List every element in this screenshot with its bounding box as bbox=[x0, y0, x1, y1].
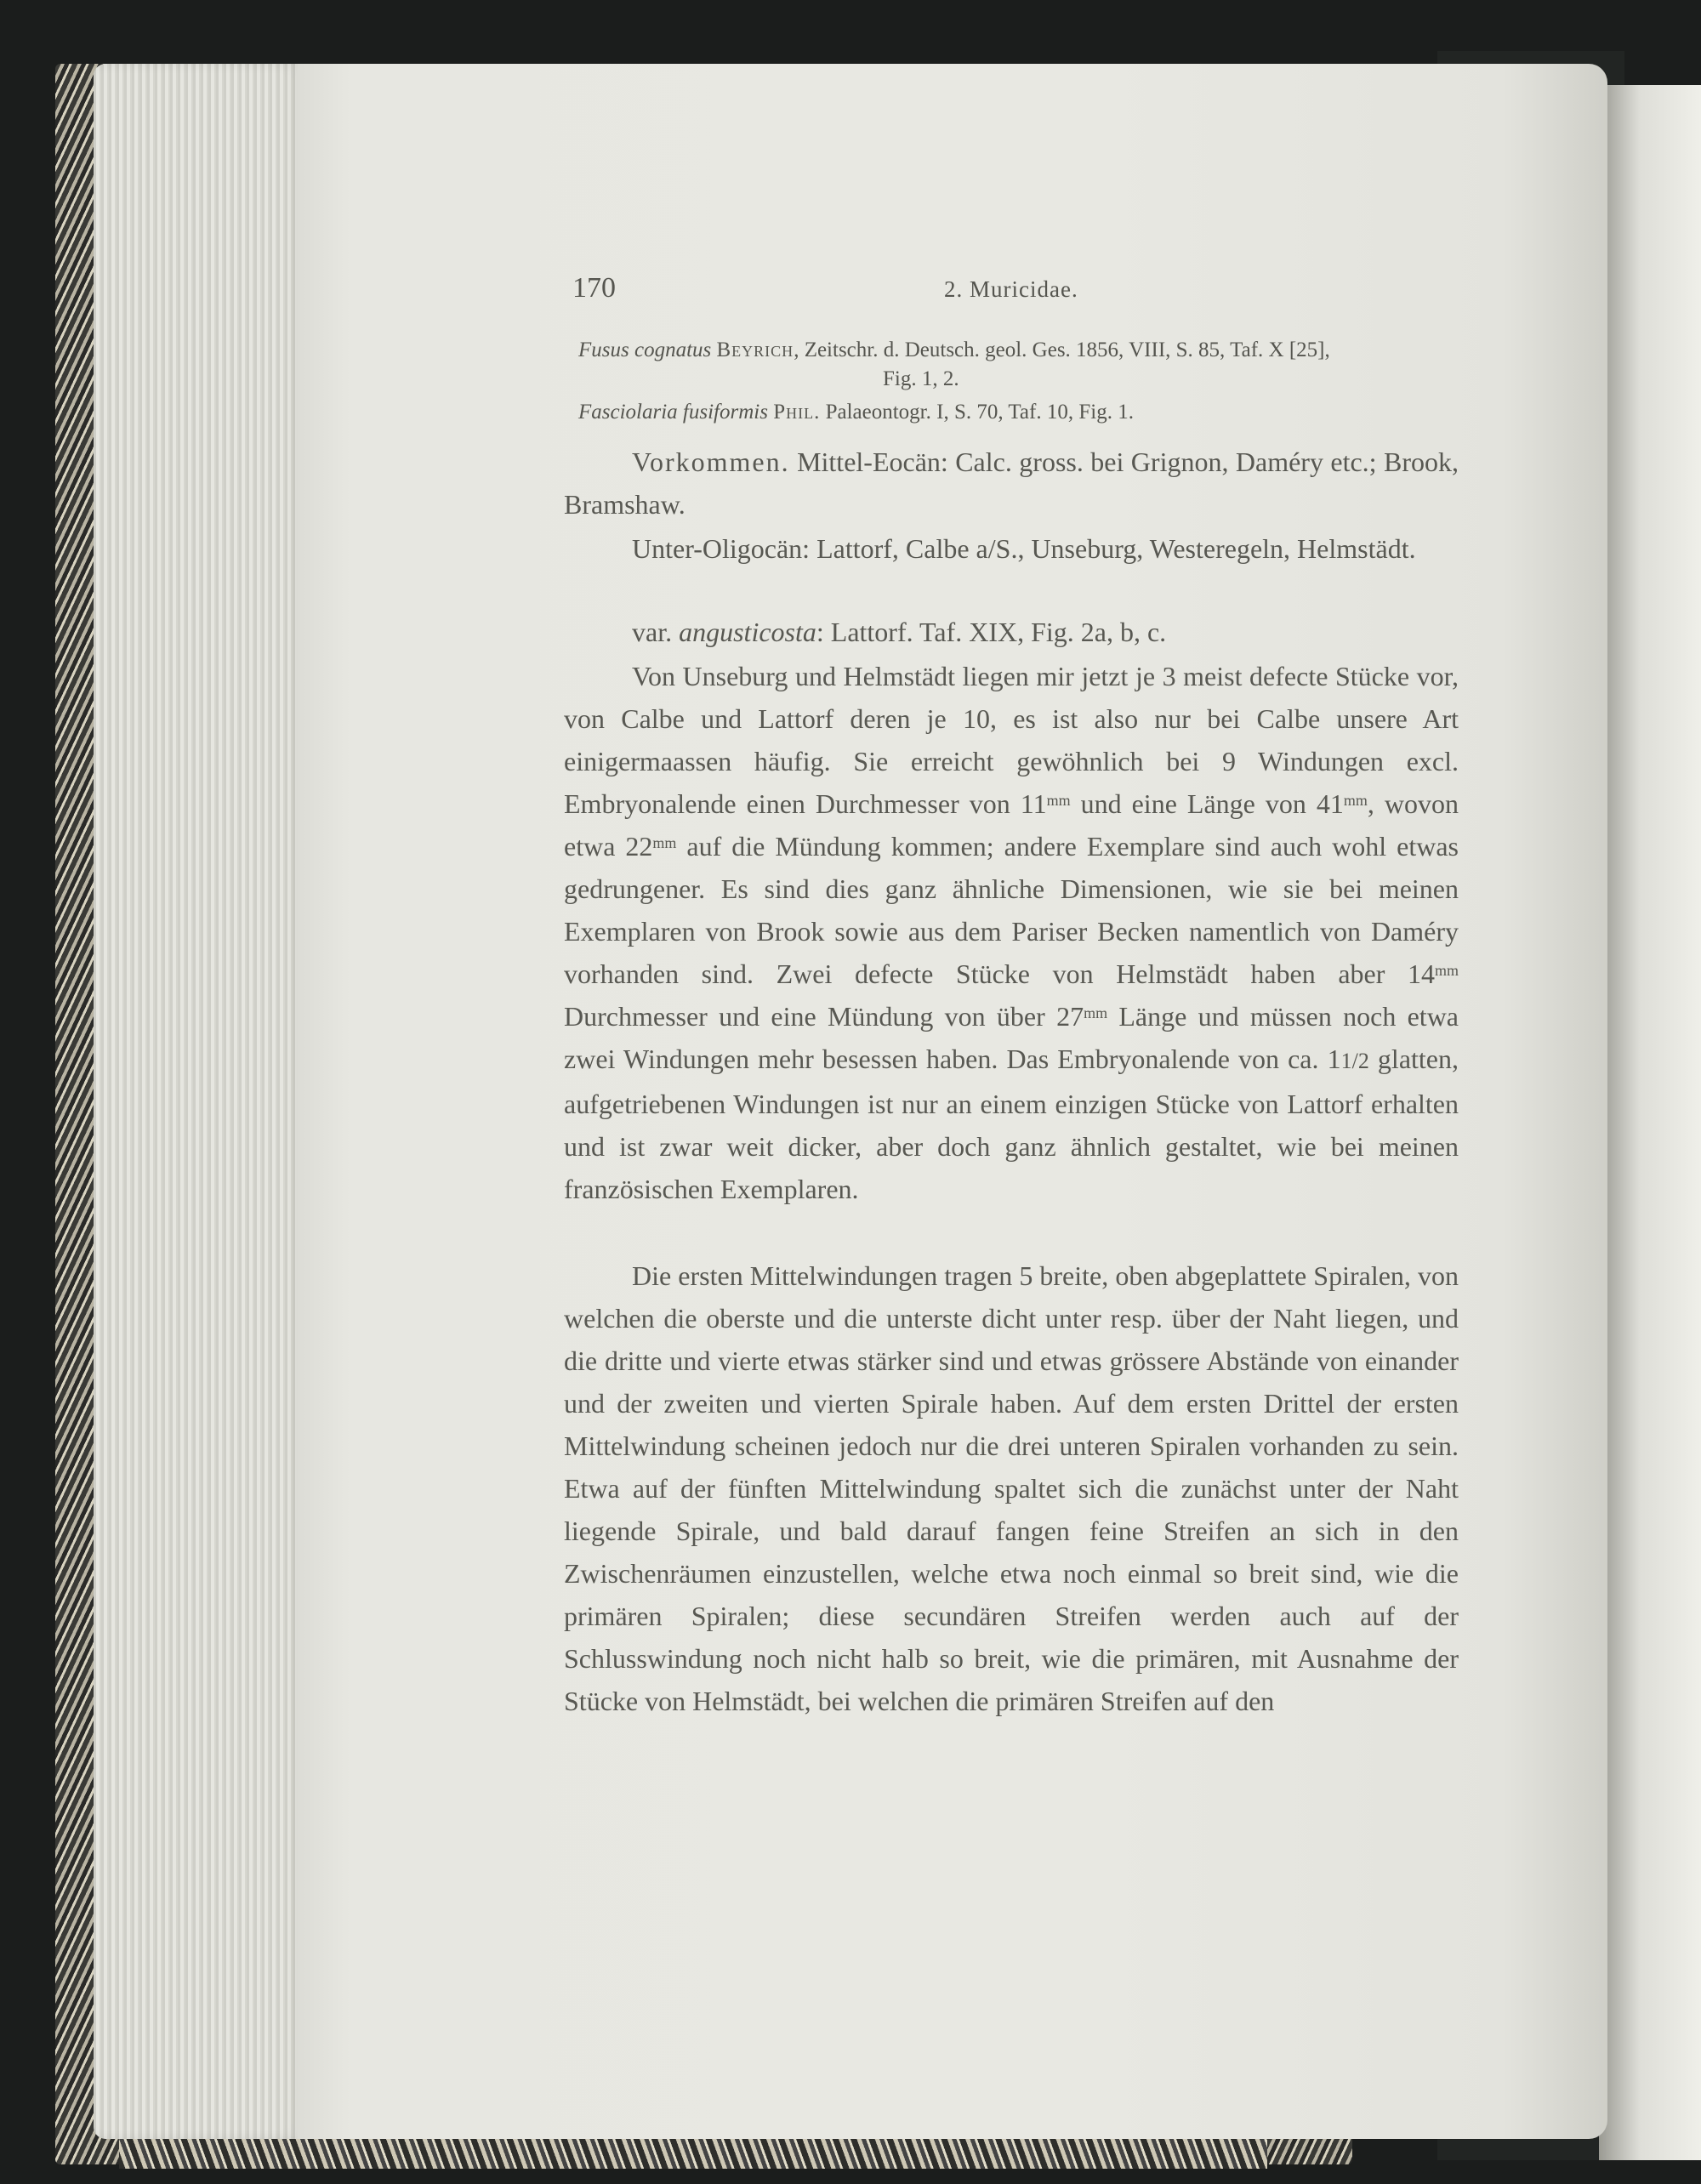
unit-mm: mm bbox=[652, 834, 677, 851]
paragraph-specimens bbox=[564, 655, 1459, 1210]
reference-1-continuation: Fig. 1, 2. bbox=[883, 367, 959, 390]
specimens-text-g: glatten, aufgetriebenen Windungen ist nur an einem einzigen Stücke von Lattorf erhalten und ist zwar weit dicker, aber doch ganz ähnlich gestaltet, wie bei meinen französischen Exemplaren. bbox=[564, 1044, 1459, 1204]
fraction: 1/2 bbox=[1340, 1049, 1369, 1073]
specimens-text-d: auf die Mündung kommen; andere Exemplare sind auch wohl etwas gedrungener. Es sind dies ganz ähnliche Dimensionen, wie sie bei meinen Exemplaren von Brook sowie aus dem Pariser Becken namentlich von Daméry vorhanden sind. Zwei defecte Stücke von Helmstädt haben aber 14 bbox=[564, 831, 1459, 989]
page-number: 170 bbox=[572, 272, 616, 304]
reference-1-text: , Zeitschr. d. Deutsch. geol. Ges. 1856, VIII, S. 85, Taf. X [25], bbox=[794, 338, 1330, 361]
variety-prefix: var. bbox=[632, 617, 673, 647]
specimens-text-e: Durchmesser und eine Mündung von über 27 bbox=[564, 1001, 1084, 1032]
paragraph-spirals: Die ersten Mittelwindungen tragen 5 breite, oben abgeplattete Spiralen, von welchen die oberste und die unterste dicht unter resp. über der Naht liegen, und die dritte und vierte etwas stärker sind und etwas grössere Abstände von einander und der zweiten und vierten Spirale haben. Auf dem ersten Drittel der ersten Mittelwindung scheinen jedoch nur die drei unteren Spiralen vorhanden zu sein. Etwa auf der fünften Mittelwindung spaltet sich die zunächst unter der Naht liegende Spirale, und bald darauf fangen feine Streifen an sich in den Zwischenräumen einzustellen, welche etwa noch einmal so breit sind, wie die primären Spiralen; diese secundären Streifen werden auch auf der Schlusswindung noch nicht halb so breit, wie die primären, mit Ausnahme der Stücke von Helmstädt, bei welchen die primären Streifen auf den bbox=[564, 1260, 1459, 1716]
section-title: 2. Muricidae. bbox=[944, 276, 1078, 302]
unit-mm: mm bbox=[1434, 962, 1459, 979]
reference-1-name: Fusus cognatus bbox=[578, 338, 712, 361]
occurrence-label: Vorkommen. bbox=[632, 446, 790, 477]
specimens-text-a: Von Unseburg und Helmstädt liegen mir jetzt je 3 meist defecte Stücke vor, von Calbe und Lattorf deren je 10, es ist also nur bei Calbe unsere Art einigermaassen häufig. Sie erreicht gewöhnlich bei 9 Windungen excl. Embryonalende einen Durchmesser von 11 bbox=[564, 661, 1459, 819]
paragraph-lower-oligocene: Unter-Oligocän: Lattorf, Calbe a/S., Unseburg, Westeregeln, Helmstädt. bbox=[632, 533, 1416, 564]
reference-1 bbox=[578, 338, 1330, 362]
unit-mm: mm bbox=[1046, 792, 1071, 809]
unit-mm: mm bbox=[1343, 792, 1368, 809]
unit-mm: mm bbox=[1084, 1004, 1108, 1021]
facing-page-edge bbox=[1599, 85, 1701, 2160]
reference-2-name: Fasciolaria fusiformis bbox=[578, 401, 768, 424]
variety-text: : Lattorf. Taf. XIX, Fig. 2a, b, c. bbox=[816, 617, 1167, 647]
specimens-text-b: und eine Länge von 41 bbox=[1070, 788, 1344, 819]
reference-1-author: Beyrich bbox=[716, 338, 794, 361]
paragraph-occurrence bbox=[564, 441, 1459, 526]
reference-2-author: Phil. bbox=[773, 401, 821, 424]
page-stack-edges bbox=[94, 64, 302, 2139]
variety-name: angusticosta bbox=[679, 617, 816, 647]
occurrence-text: Mittel-Eocän: Calc. gross. bei Grignon, Daméry etc.; Brook, Bramshaw. bbox=[564, 446, 1459, 520]
specimens-text-c: , wovon etwa 22 bbox=[564, 788, 1459, 862]
reference-2-text: Palaeontogr. I, S. 70, Taf. 10, Fig. 1. bbox=[825, 401, 1134, 424]
paragraph-variety bbox=[564, 611, 1459, 653]
specimens-text-f: Länge und müssen noch etwa zwei Windungen mehr besessen haben. Das Embryonalende von ca. 1 bbox=[564, 1001, 1459, 1074]
reference-2 bbox=[578, 401, 1134, 424]
